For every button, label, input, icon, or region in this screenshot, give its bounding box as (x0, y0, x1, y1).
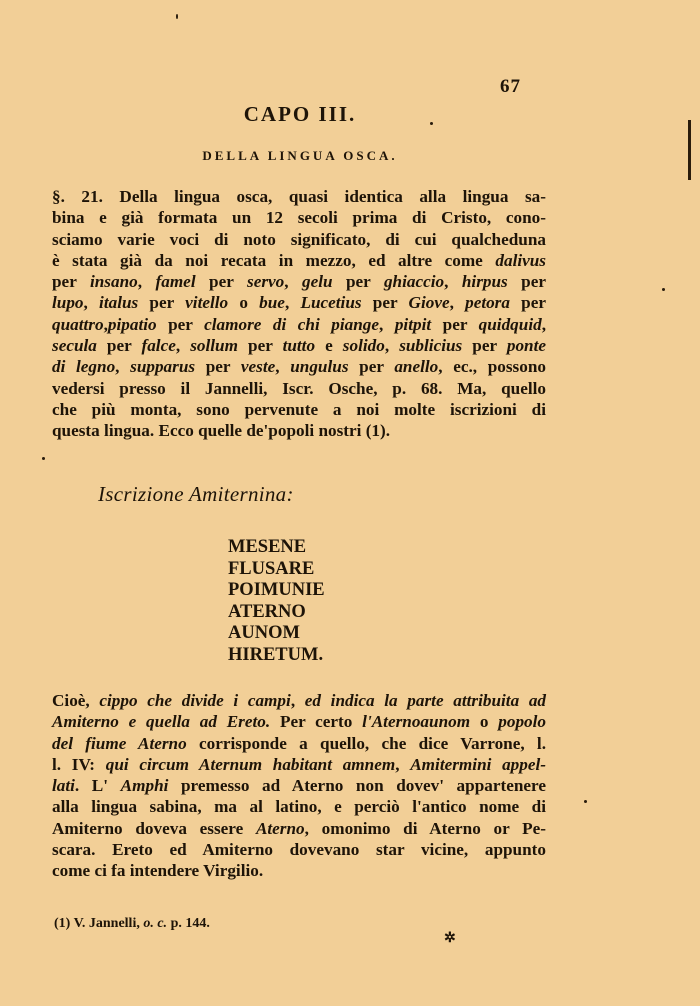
text-line (52, 733, 546, 754)
text-run: , ec., possono (438, 357, 546, 377)
text-run: sciamo varie voci di noto significato, di cui qualcheduna (52, 229, 546, 249)
italic-term: tutto (282, 336, 316, 356)
italic-term: veste (240, 357, 276, 377)
italic-term: l'Aternoaunom (362, 712, 471, 732)
text-run: , (444, 272, 462, 292)
italic-term: o. c. (143, 916, 168, 931)
text-run: Amiterno doveva essere (52, 818, 256, 838)
text-line (52, 186, 546, 207)
italic-term: famel (155, 272, 196, 292)
text-run: per (96, 336, 142, 356)
text-line (52, 292, 546, 313)
inscription-line: AUNOM (228, 623, 300, 644)
text-run: , (284, 293, 301, 313)
inscription-line: ATERNO (228, 601, 306, 622)
scan-speck (662, 288, 665, 291)
text-run: per (237, 336, 283, 356)
scan-speck (584, 800, 587, 803)
inscription-line: HIRETUM. (228, 644, 324, 665)
italic-term: Amphi (120, 776, 169, 796)
italic-term: vitello (185, 293, 229, 313)
italic-term: ed indica la parte attribuita ad (304, 691, 547, 710)
text-run: per (332, 272, 384, 292)
text-run: per (156, 314, 205, 334)
text-run: , (449, 293, 466, 313)
text-run: vedersi presso il Jannelli, Iscr. Osche, p. 68. Ma, quello (52, 378, 546, 398)
text-run: §. 21. Della lingua osca, quasi identica alla lingua sa- (52, 187, 546, 206)
italic-term: dalivus (495, 250, 546, 270)
italic-term: quattro (52, 314, 104, 334)
text-line (52, 250, 546, 271)
text-line (52, 711, 546, 732)
text-run: , (290, 691, 305, 710)
italic-term: petora (465, 293, 510, 313)
text-line (52, 796, 546, 817)
scan-speck (430, 122, 433, 125)
italic-term: sollum (190, 336, 238, 356)
italic-term: cippo che divide i campi (99, 691, 291, 710)
text-run: , (83, 293, 100, 313)
inscription-line: MESENE (228, 537, 307, 557)
text-run: , (115, 357, 131, 377)
text-line (52, 690, 546, 711)
text-run: , (284, 272, 302, 292)
text-line (52, 229, 546, 250)
text-run: per (348, 357, 395, 377)
text-run: per (462, 336, 507, 356)
text-run: e (315, 336, 343, 356)
ornament-icon: ✲ (444, 931, 456, 946)
text-run: , (137, 272, 156, 292)
text-run: per (195, 272, 247, 292)
italic-term: anello (394, 357, 439, 377)
text-run: o (470, 712, 499, 732)
text-run: , (275, 357, 291, 377)
text-run: , (175, 336, 191, 356)
italic-term: pipatio (107, 314, 157, 334)
text-run: Per certo (270, 712, 363, 732)
italic-term: popolo (498, 712, 547, 732)
text-run: , (384, 336, 400, 356)
text-run: per (195, 357, 241, 377)
text-line (52, 378, 546, 399)
text-run: l. IV: (52, 754, 106, 774)
text-run: corrisponde a quello, che dice Varrone, l. (186, 733, 547, 753)
italic-term: Giove (408, 293, 450, 313)
text-run: scara. Ereto ed Amiterno dovevano star vicine, appunto (52, 840, 546, 860)
italic-term: Amiterno e quella ad Ereto. (52, 712, 271, 732)
chapter-title: CAPO III. (243, 102, 357, 126)
text-run: , omonimo di Aterno or Pe- (304, 818, 546, 838)
text-run: , (395, 754, 411, 774)
scan-speck (42, 457, 45, 460)
text-line (52, 420, 546, 441)
text-line (52, 207, 546, 228)
scan-mark (688, 120, 691, 180)
italic-term: quidquid (478, 314, 542, 334)
text-line (52, 775, 546, 796)
italic-term: clamore di chi piange (204, 314, 380, 334)
italic-term: ungulus (290, 357, 349, 377)
text-line (52, 754, 546, 775)
italic-term: solido (342, 336, 385, 356)
text-line (52, 818, 546, 839)
italic-term: sublicius (399, 336, 463, 356)
italic-term: ghiaccio (383, 272, 445, 292)
text-run: per (509, 293, 547, 313)
text-run: per (431, 314, 479, 334)
italic-term: pitpit (394, 314, 432, 334)
italic-term: italus (99, 293, 139, 313)
italic-term: supparus (130, 357, 196, 377)
italic-term: di legno (52, 357, 116, 377)
text-run: alla lingua sabina, ma al latino, e perciò l'antico nome di (52, 797, 546, 817)
text-run: che più monta, sono pervenute a noi molte iscrizioni di (52, 399, 546, 419)
scan-speck (176, 14, 178, 19)
text-line (52, 356, 546, 377)
text-line (52, 860, 546, 881)
text-line (52, 271, 546, 292)
page-number: 67 (500, 76, 521, 97)
italic-term: secula (52, 336, 97, 356)
text-run: premesso ad Aterno non dovev' appartenere (168, 776, 546, 796)
text-run: per (138, 293, 186, 313)
italic-term: Aterno (255, 818, 305, 838)
italic-term: hirpus (461, 272, 508, 292)
italic-term: del fiume Aterno (52, 733, 187, 753)
text-run: . L' (74, 776, 121, 796)
text-line (52, 314, 546, 335)
inscription-line: POIMUNIE (228, 580, 325, 601)
text-run: per (361, 293, 409, 313)
text-run: , (379, 314, 395, 334)
inscription-heading: Iscrizione Amiternina: (98, 482, 294, 506)
paragraph-2 (52, 690, 546, 882)
text-run: come ci fa intendere Virgilio. (52, 861, 264, 881)
text-run: per (52, 272, 90, 292)
italic-term: servo (247, 272, 285, 292)
text-run: , (541, 314, 546, 334)
text-line (52, 399, 546, 420)
chapter-subtitle: DELLA LINGUA OSCA. (202, 148, 398, 163)
italic-term: lati (52, 776, 75, 796)
text-run: Cioè, (52, 691, 100, 710)
footnote (54, 916, 210, 932)
text-run: o (228, 293, 260, 313)
text-run: , (103, 314, 108, 334)
text-run: bina e già formata un 12 secoli prima di Cristo, cono- (52, 208, 546, 228)
text-run: per (507, 272, 546, 292)
italic-term: ponte (506, 336, 546, 356)
text-line (52, 335, 546, 356)
text-run: è stata già da noi recata in mezzo, ed altre come (52, 250, 496, 270)
italic-term: qui circum Aternum habitant amnem (105, 754, 396, 774)
italic-term: Amitermini appel- (410, 754, 546, 774)
italic-term: lupo (52, 293, 84, 313)
italic-term: insano (89, 272, 138, 292)
italic-term: falce (141, 336, 176, 356)
italic-term: gelu (301, 272, 333, 292)
inscription-block (228, 537, 325, 667)
text-run: (1) V. Jannelli, (54, 916, 144, 931)
text-run: p. 144. (167, 916, 210, 931)
inscription-line: FLUSARE (228, 558, 315, 579)
paragraph-1 (52, 186, 546, 442)
text-run: questa lingua. Ecco quelle de'popoli nostri (1). (52, 421, 391, 441)
italic-term: Lucetius (300, 293, 362, 313)
text-line (52, 839, 546, 860)
italic-term: bue (259, 293, 285, 313)
